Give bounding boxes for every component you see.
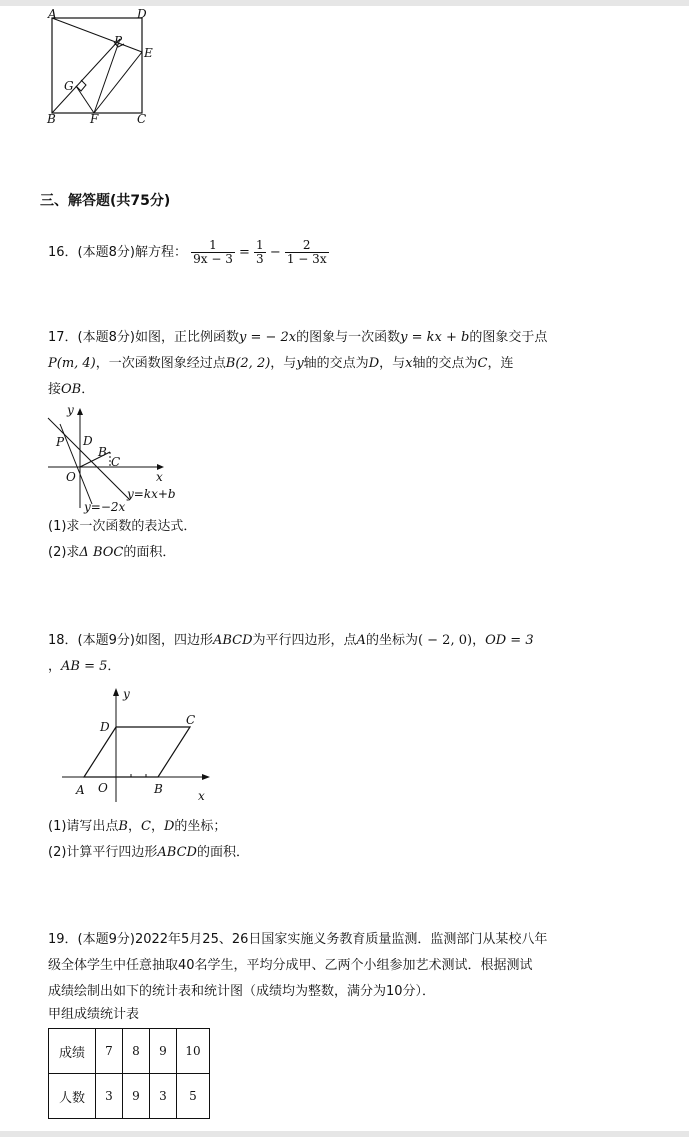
table-cell: 9 [123, 1074, 150, 1119]
label-c: C [137, 112, 147, 126]
table-row [49, 1029, 210, 1074]
label-f: F [90, 112, 99, 126]
label-e: E [144, 46, 153, 60]
label-line-kx-b: y=kx+b [127, 487, 176, 501]
label-p: P [56, 435, 65, 449]
segment-fp [94, 39, 120, 113]
q18-line-1: 18．(本题9分)如图，四边形ABCD为平行四边形，点A的坐标为( − 2, 0)，OD = 3 [48, 633, 534, 648]
q17-sub-2: (2)求Δ BOC的面积． [48, 545, 176, 560]
table-cell: 10 [177, 1029, 210, 1074]
q17-line-1: 17．(本题8分)如图，正比例函数y = − 2x的图象与一次函数y = kx + b的图象交于点 [48, 330, 548, 345]
table-cell: 8 [123, 1029, 150, 1074]
segment-fg [76, 86, 94, 113]
question-16 [48, 236, 329, 270]
label-d: D [83, 434, 93, 448]
table-cell: 人数 [49, 1074, 96, 1119]
label-a: A [76, 783, 85, 797]
square-figure [40, 6, 170, 126]
label-a: A [48, 7, 57, 21]
table-cell: 9 [150, 1029, 177, 1074]
label-b: B [47, 112, 56, 126]
fraction-3: $\frac{2}{1 - 3x}$ [286, 238, 327, 266]
bottom-frame-bar [0, 1131, 689, 1137]
minus-sign: − [269, 245, 281, 260]
label-o: O [98, 781, 108, 795]
q17-figure [40, 400, 190, 515]
table-cell: 3 [150, 1074, 177, 1119]
table-cell: 3 [96, 1074, 123, 1119]
segment-fe [94, 52, 142, 113]
label-c: C [111, 455, 121, 469]
fraction-2: $\frac{1}{3}$ [256, 238, 264, 266]
parallelogram-abcd [84, 727, 190, 777]
table-cell: 5 [177, 1074, 210, 1119]
equals-sign: = [238, 245, 250, 260]
table-row [49, 1074, 210, 1119]
fraction-1: $\frac{1}{9x - 3}$ [193, 238, 233, 266]
x-axis-arrow [202, 774, 210, 780]
y-axis-arrow [113, 688, 119, 696]
q19-line-1: 19．(本题9分)2022年5月25、26日国家实施义务教育质量监测．监测部门从某校八年 [48, 932, 548, 947]
label-o: O [66, 470, 76, 484]
label-line-neg2x: y=−2x [84, 500, 126, 514]
q18-line-2: ，AB = 5． [48, 659, 121, 674]
q19-line-3: 成绩绘制出如下的统计表和统计图（成绩均为整数，满分为10分）． [48, 984, 436, 999]
label-y: y [67, 403, 74, 417]
segment-ae [52, 18, 142, 52]
label-x: x [198, 789, 205, 803]
q17-line-3: 接OB． [48, 382, 95, 397]
q19-line-2: 级全体学生中任意抽取40名学生，平均分成甲、乙两个小组参加艺术测试．根据测试 [48, 958, 533, 973]
table-cell: 成绩 [49, 1029, 96, 1074]
label-y: y [123, 687, 130, 701]
q17-sub-1: (1)求一次函数的表达式． [48, 519, 197, 534]
label-p: P [114, 34, 123, 48]
label-b: B [98, 445, 107, 459]
q16-prefix: 16．(本题8分)解方程： [48, 245, 187, 260]
q18-figure [56, 684, 216, 804]
q17-line-2: P(m, 4)，一次函数图象经过点B(2, 2)，与y轴的交点为D，与x轴的交点为C，连 [48, 356, 514, 371]
label-b: B [154, 782, 163, 796]
table-cell: 7 [96, 1029, 123, 1074]
y-axis-arrow [77, 408, 83, 415]
score-table [48, 1028, 210, 1119]
table-title: 甲组成绩统计表 [48, 1007, 140, 1022]
label-c: C [186, 713, 196, 727]
label-d: D [100, 720, 110, 734]
q18-sub-1: (1)请写出点B，C，D的坐标； [48, 819, 227, 834]
label-g: G [64, 79, 74, 93]
section-title: 三、解答题(共75分) [40, 193, 171, 209]
label-x: x [156, 470, 163, 484]
label-d: D [137, 7, 147, 21]
q18-sub-2: (2)计算平行四边形ABCD的面积． [48, 845, 249, 860]
